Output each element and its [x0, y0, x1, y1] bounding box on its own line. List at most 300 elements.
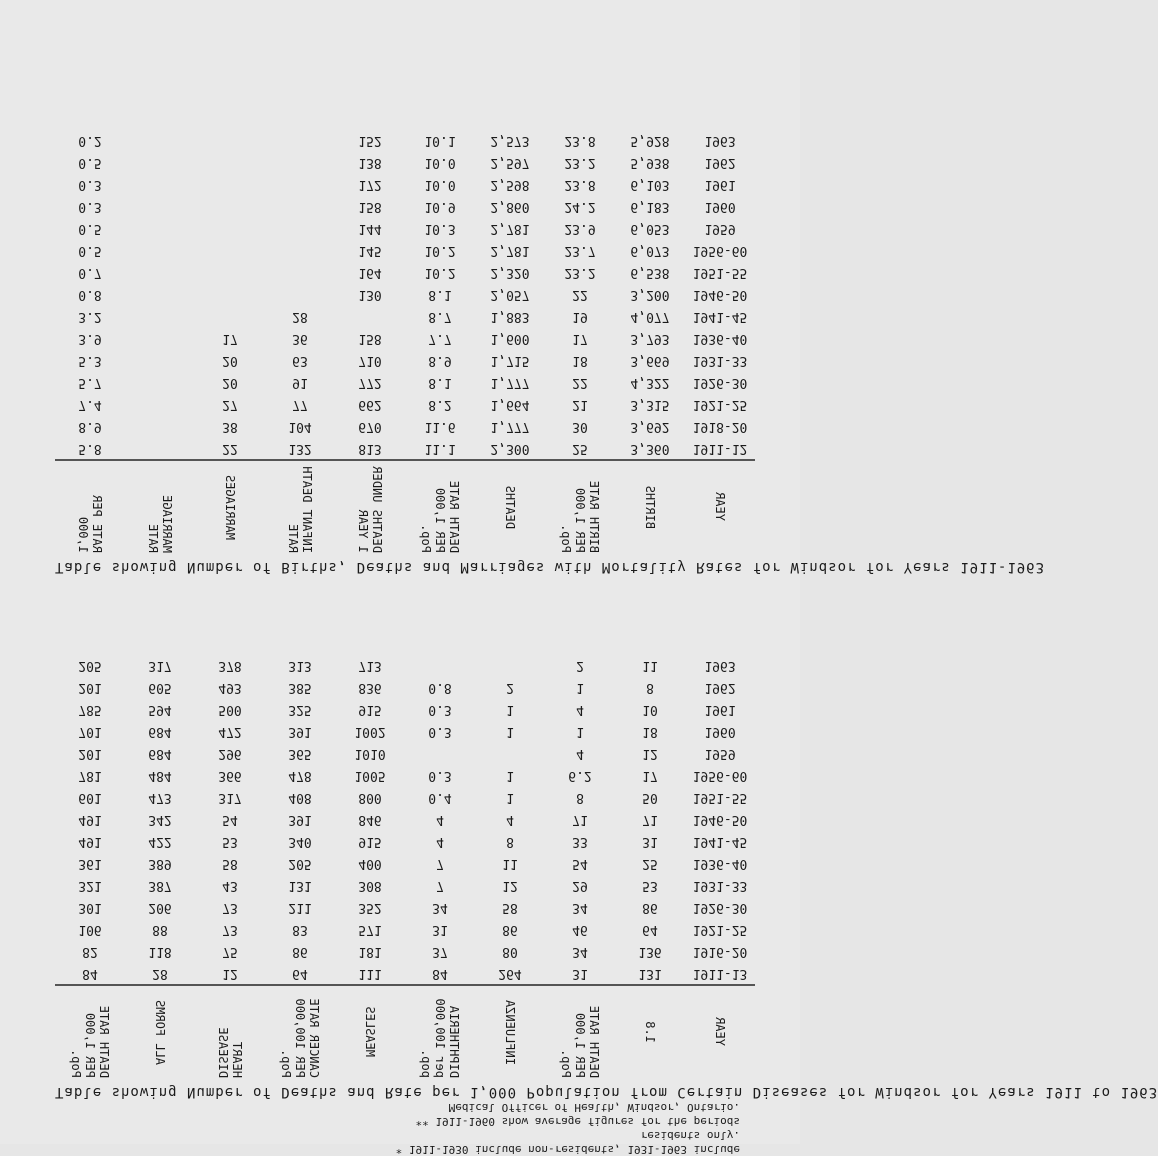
table-cell: 28 [292, 309, 308, 324]
table-cell: 1960 [704, 724, 736, 739]
table-cell: 58 [502, 900, 518, 915]
table-cell: 138 [358, 155, 382, 170]
table-cell: 1918-20 [692, 419, 748, 434]
table-cell: 1956-60 [692, 243, 748, 258]
table-cell: 132 [288, 441, 312, 456]
table-cell: 53 [642, 878, 658, 893]
table-cell: 1936-40 [692, 331, 748, 346]
table-cell: 1 [576, 724, 584, 739]
table-cell: 29 [572, 878, 588, 893]
column-header: INFANT DEATH RATE [265, 459, 335, 553]
table-cell: 71 [642, 812, 658, 827]
table-cell: 500 [218, 702, 242, 717]
table-cell: 1 [506, 768, 514, 783]
table-cell: 1 [506, 724, 514, 739]
column-header: HEART DISEASE [195, 984, 265, 1078]
table-cell: 23.8 [564, 177, 596, 192]
table-cell [125, 217, 195, 239]
table-cell: 1,777 [490, 419, 530, 434]
table-cell: 23.2 [564, 155, 596, 170]
column-header: MEASLES [335, 984, 405, 1078]
table-cell: 701 [78, 724, 102, 739]
table-cell: 491 [78, 834, 102, 849]
table-cell [195, 151, 265, 173]
table-cell: 296 [218, 746, 242, 761]
table-cell: 493 [218, 680, 242, 695]
table-cell: 201 [78, 746, 102, 761]
table-cell [475, 742, 545, 764]
table-cell: 1002 [354, 724, 386, 739]
table-cell [265, 283, 335, 305]
table-cell: 313 [288, 658, 312, 673]
table-cell: 2,781 [490, 221, 530, 236]
table-cell: 8.1 [428, 287, 452, 302]
table-cell: 662 [358, 397, 382, 412]
table-cell: 1959 [704, 746, 736, 761]
table-cell: 83 [292, 922, 308, 937]
table-cell [125, 261, 195, 283]
table-cell: 136 [638, 944, 662, 959]
table-cell [195, 305, 265, 327]
table-cell: 10.0 [424, 177, 456, 192]
table-cell: 342 [148, 812, 172, 827]
disease-deaths-table [55, 620, 1158, 1100]
table-cell: 23.9 [564, 221, 596, 236]
table-cell: 1963 [704, 658, 736, 673]
table-cell: 21 [572, 397, 588, 412]
table-cell [265, 129, 335, 151]
table-cell: 8.9 [428, 353, 452, 368]
table-cell: 836 [358, 680, 382, 695]
table-cell: 11.6 [424, 419, 456, 434]
column-header: DEATH RATE PER 1,000 Pop. [405, 459, 475, 553]
table-cell: 1931-33 [692, 878, 748, 893]
column-header: DIPHTHERIA per 100,000 pop. [405, 984, 475, 1078]
table-cell: 3.9 [78, 331, 102, 346]
table-cell: 1 [506, 790, 514, 805]
table-cell: 1 [506, 702, 514, 717]
table-cell: 12 [222, 966, 238, 981]
table-cell: 131 [288, 878, 312, 893]
table-cell: 1,664 [490, 397, 530, 412]
table-cell: 408 [288, 790, 312, 805]
table-cell: 340 [288, 834, 312, 849]
table-cell: 800 [358, 790, 382, 805]
table-cell: 131 [638, 966, 662, 981]
table-cell: 915 [358, 834, 382, 849]
table-cell: 1,715 [490, 353, 530, 368]
column-header: BIRTHS [615, 459, 685, 553]
table-cell: 1911-12 [692, 441, 748, 456]
table-grid [55, 129, 748, 553]
table-cell: 33 [572, 834, 588, 849]
table-cell [125, 173, 195, 195]
table-cell: 1946-50 [692, 287, 748, 302]
table-cell: 6,103 [630, 177, 670, 192]
table-cell: 84 [432, 966, 448, 981]
table-cell: 391 [288, 812, 312, 827]
table-cell [125, 239, 195, 261]
table-cell: 17 [572, 331, 588, 346]
table-cell: 158 [358, 331, 382, 346]
table-cell: 1936-40 [692, 856, 748, 871]
table-cell: 5.7 [78, 375, 102, 390]
table-cell: 473 [148, 790, 172, 805]
table-cell [265, 151, 335, 173]
table-cell [125, 349, 195, 371]
table-cell: 11.1 [424, 441, 456, 456]
table-cell: 23.8 [564, 133, 596, 148]
table-cell: 3,315 [630, 397, 670, 412]
footnote: * 1911-1930 include non-residents, 1931-1963 include residents only. [395, 1129, 740, 1156]
table-cell: 5.3 [78, 353, 102, 368]
table-cell: 46 [572, 922, 588, 937]
table-cell: 4,077 [630, 309, 670, 324]
table-cell: 201 [78, 680, 102, 695]
table-cell: 846 [358, 812, 382, 827]
table-cell: 8 [576, 790, 584, 805]
table-cell: 31 [432, 922, 448, 937]
column-header: DEATH RATE PER 1,000 Pop. [55, 984, 125, 1078]
table-cell: 4 [576, 746, 584, 761]
table-cell: 54 [572, 856, 588, 871]
table-cell: 605 [148, 680, 172, 695]
table-cell [125, 129, 195, 151]
table-cell: 1963 [704, 133, 736, 148]
column-header: MARRIAGES [195, 459, 265, 553]
table-cell: 104 [288, 419, 312, 434]
table-cell: 710 [358, 353, 382, 368]
table-cell: 3,669 [630, 353, 670, 368]
table-cell: 1916-20 [692, 944, 748, 959]
table-cell [125, 371, 195, 393]
table-cell: 385 [288, 680, 312, 695]
table-cell [195, 195, 265, 217]
column-header: INFLUENZA [475, 984, 545, 1078]
table-cell: 1956-60 [692, 768, 748, 783]
table-cell [125, 415, 195, 437]
table-cell: 10.3 [424, 221, 456, 236]
column-header: DEATHS UNDER 1 YEAR [335, 459, 405, 553]
table-cell: 34 [432, 900, 448, 915]
table-cell: 181 [358, 944, 382, 959]
table-cell [125, 393, 195, 415]
table-cell: 1931-33 [692, 353, 748, 368]
table-cell: 2 [506, 680, 514, 695]
table-cell: 2,320 [490, 265, 530, 280]
table-cell [125, 283, 195, 305]
table-cell: 111 [358, 966, 382, 981]
table-cell: 25 [642, 856, 658, 871]
table-cell: 2,300 [490, 441, 530, 456]
table-cell: 2,781 [490, 243, 530, 258]
table-cell: 86 [502, 922, 518, 937]
table-cell: 478 [288, 768, 312, 783]
table-cell: 0.5 [78, 243, 102, 258]
table-cell [125, 305, 195, 327]
table-cell: 0.7 [78, 265, 102, 280]
table-cell: 317 [218, 790, 242, 805]
table-cell: 387 [148, 878, 172, 893]
column-header: ALL FORMS [125, 984, 195, 1078]
table-cell: 772 [358, 375, 382, 390]
table-cell: 8 [506, 834, 514, 849]
column-header: BIRTH RATE PER 1,000 Pop. [545, 459, 615, 553]
table-cell: 10 [642, 702, 658, 717]
table-title: Table showing Number of Births, Deaths and Marriages with Mortality Rates for Windsor for Years 1911-1963 [55, 559, 1046, 575]
table-cell: 1951-55 [692, 265, 748, 280]
table-cell: 3,692 [630, 419, 670, 434]
table-cell: 601 [78, 790, 102, 805]
table-cell: 75 [222, 944, 238, 959]
table-cell: 1,600 [490, 331, 530, 346]
table-cell: 63 [292, 353, 308, 368]
table-cell: 20 [222, 353, 238, 368]
table-cell: 7 [436, 856, 444, 871]
table-cell: 4 [436, 812, 444, 827]
table-cell: 2 [576, 658, 584, 673]
table-cell: 23.2 [564, 265, 596, 280]
table-cell: 7 [436, 878, 444, 893]
table-cell [125, 327, 195, 349]
column-header: RATE PER 1,000 [55, 459, 125, 553]
table-cell: 1005 [354, 768, 386, 783]
table-cell: 30 [572, 419, 588, 434]
table-cell: 1962 [704, 680, 736, 695]
table-cell: 785 [78, 702, 102, 717]
table-cell: 1921-25 [692, 397, 748, 412]
table-cell: 6,053 [630, 221, 670, 236]
table-cell: 23.7 [564, 243, 596, 258]
table-cell: 1,777 [490, 375, 530, 390]
column-header: YEAR [685, 459, 755, 553]
table-cell: 813 [358, 441, 382, 456]
table-cell: 361 [78, 856, 102, 871]
table-grid [55, 654, 748, 1078]
table-cell: 366 [218, 768, 242, 783]
table-cell: 10.9 [424, 199, 456, 214]
table-cell: 0.8 [428, 680, 452, 695]
table-cell: 8.1 [428, 375, 452, 390]
table-cell: 164 [358, 265, 382, 280]
table-cell: 158 [358, 199, 382, 214]
table-cell [405, 654, 475, 676]
table-cell: 144 [358, 221, 382, 236]
column-header: MARRIAGE RATE [125, 459, 195, 553]
table-cell: 4 [506, 812, 514, 827]
table-cell: 88 [152, 922, 168, 937]
table-cell: 43 [222, 878, 238, 893]
table-cell: 8.7 [428, 309, 452, 324]
table-cell [125, 195, 195, 217]
table-cell: 19 [572, 309, 588, 324]
table-cell: 6,538 [630, 265, 670, 280]
table-cell [195, 239, 265, 261]
table-cell: 0.5 [78, 221, 102, 236]
table-cell: 781 [78, 768, 102, 783]
table-cell: 1911-13 [692, 966, 748, 981]
table-cell: 86 [642, 900, 658, 915]
table-cell: 7.4 [78, 397, 102, 412]
table-cell: 1962 [704, 155, 736, 170]
table-cell: 17 [222, 331, 238, 346]
table-cell: 3,200 [630, 287, 670, 302]
table-cell: 73 [222, 922, 238, 937]
table-cell: 22 [222, 441, 238, 456]
footnote: ** 1911-1960 show average figures for the periods [415, 1115, 740, 1128]
table-cell: 0.5 [78, 155, 102, 170]
table-cell: 18 [642, 724, 658, 739]
table-cell: 64 [292, 966, 308, 981]
table-cell: 1926-30 [692, 900, 748, 915]
table-cell: 10.2 [424, 265, 456, 280]
table-cell: 4 [436, 834, 444, 849]
table-cell [125, 437, 195, 459]
table-cell: 1960 [704, 199, 736, 214]
table-cell: 6,183 [630, 199, 670, 214]
table-cell: 571 [358, 922, 382, 937]
table-cell [195, 173, 265, 195]
table-cell: 1921-25 [692, 922, 748, 937]
table-cell: 152 [358, 133, 382, 148]
table-cell: 0.2 [78, 133, 102, 148]
table-cell: 594 [148, 702, 172, 717]
footnote: Medical Officer of Health, Windsor, Ontario. [448, 1101, 740, 1114]
table-cell: 38 [222, 419, 238, 434]
table-cell: 86 [292, 944, 308, 959]
table-cell: 6,073 [630, 243, 670, 258]
table-cell: 82 [82, 944, 98, 959]
table-cell: 27 [222, 397, 238, 412]
column-header: DEATH RATE PER 1,000 Pop. [545, 984, 615, 1078]
table-cell: 80 [502, 944, 518, 959]
table-cell: 1,883 [490, 309, 530, 324]
table-cell: 12 [502, 878, 518, 893]
table-cell: 25 [572, 441, 588, 456]
table-cell: 50 [642, 790, 658, 805]
table-cell: 130 [358, 287, 382, 302]
table-cell: 1 [576, 680, 584, 695]
table-cell: 106 [78, 922, 102, 937]
table-cell: 5,928 [630, 133, 670, 148]
table-cell: 352 [358, 900, 382, 915]
table-cell: 264 [498, 966, 522, 981]
table-cell: 0.3 [78, 177, 102, 192]
table-cell [335, 305, 405, 327]
table-cell [195, 217, 265, 239]
table-cell: 118 [148, 944, 172, 959]
table-cell [265, 173, 335, 195]
table-cell: 1010 [354, 746, 386, 761]
table-cell: 1946-50 [692, 812, 748, 827]
table-cell: 211 [288, 900, 312, 915]
table-cell: 0.8 [78, 287, 102, 302]
table-cell: 10.2 [424, 243, 456, 258]
table-cell: 325 [288, 702, 312, 717]
column-header: DEATHS [475, 459, 545, 553]
table-cell [195, 129, 265, 151]
table-cell: 7.7 [428, 331, 452, 346]
table-cell: 172 [358, 177, 382, 192]
table-cell: 58 [222, 856, 238, 871]
table-cell: 12 [642, 746, 658, 761]
table-cell: 1959 [704, 221, 736, 236]
footnotes [360, 1100, 740, 1156]
table-cell: 0.3 [78, 199, 102, 214]
table-title: Table showing Number of Deaths and Rate per 1,000 Population from Certain Diseases for Windsor for Years 1911 to 1963 [55, 1084, 1158, 1100]
table-cell: 2,057 [490, 287, 530, 302]
table-cell: 37 [432, 944, 448, 959]
table-cell: 22 [572, 287, 588, 302]
table-cell: 205 [288, 856, 312, 871]
table-cell: 31 [642, 834, 658, 849]
table-cell: 10.1 [424, 133, 456, 148]
column-header: YEAR [685, 984, 755, 1078]
table-cell: 378 [218, 658, 242, 673]
table-cell: 28 [152, 966, 168, 981]
table-cell: 206 [148, 900, 172, 915]
table-cell: 205 [78, 658, 102, 673]
table-cell: 8.2 [428, 397, 452, 412]
table-cell [195, 283, 265, 305]
table-cell [195, 261, 265, 283]
table-cell: 31 [572, 966, 588, 981]
table-cell: 684 [148, 724, 172, 739]
table-cell: 1961 [704, 702, 736, 717]
table-cell: 0.3 [428, 724, 452, 739]
table-cell: 145 [358, 243, 382, 258]
table-cell: 1941-45 [692, 309, 748, 324]
table-cell: 400 [358, 856, 382, 871]
table-cell: 3,793 [630, 331, 670, 346]
table-cell: 53 [222, 834, 238, 849]
table-cell: 84 [82, 966, 98, 981]
table-cell: 5,938 [630, 155, 670, 170]
table-cell: 365 [288, 746, 312, 761]
column-header: CANCER RATE PER 100,000 Pop. [265, 984, 335, 1078]
table-cell: 684 [148, 746, 172, 761]
table-cell: 422 [148, 834, 172, 849]
table-cell: 36 [292, 331, 308, 346]
table-cell: 18 [572, 353, 588, 368]
table-cell: 54 [222, 812, 238, 827]
table-cell: 77 [292, 397, 308, 412]
table-cell: 73 [222, 900, 238, 915]
table-cell: 0.3 [428, 768, 452, 783]
table-cell: 3.2 [78, 309, 102, 324]
table-cell: 1926-30 [692, 375, 748, 390]
table-cell: 391 [288, 724, 312, 739]
table-cell: 34 [572, 944, 588, 959]
table-cell: 713 [358, 658, 382, 673]
table-cell: 34 [572, 900, 588, 915]
table-cell: 64 [642, 922, 658, 937]
table-cell [265, 239, 335, 261]
table-cell [265, 217, 335, 239]
table-cell: 4 [576, 702, 584, 717]
table-cell [475, 654, 545, 676]
table-cell: 3,360 [630, 441, 670, 456]
table-cell [405, 742, 475, 764]
table-cell: 6.2 [568, 768, 592, 783]
table-cell: 11 [502, 856, 518, 871]
table-cell [125, 151, 195, 173]
table-cell: 1961 [704, 177, 736, 192]
vital-statistics-table [55, 60, 1046, 575]
table-cell: 17 [642, 768, 658, 783]
table-cell: 0.3 [428, 702, 452, 717]
table-cell: 71 [572, 812, 588, 827]
